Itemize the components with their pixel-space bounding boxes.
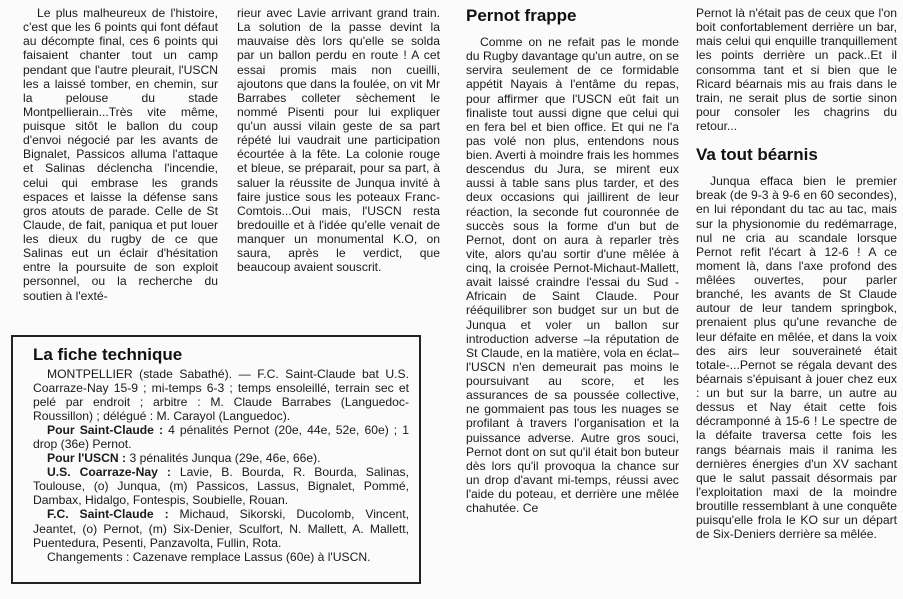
fiche-label: U.S. Coarraze-Nay : [47,465,171,480]
article-paragraph: Le plus malheureux de l'histoire, c'est que les 6 points qui font défaut au décompte final, ces 6 points qui faisaient chanter tout un camp pendant que l'autre pleurait, l'USCN les a laissé tomber, en chemin, sur la pelouse du stade Montpellierain...Très vite même, puisque sitôt le ballon du coup d'envoi négocié par les avants de Bignalet, Passicos alluma l'attaque et Salinas déclencha l'incendie, celui qui embrase les grands espaces et laisse la défense sans gros atouts de parade. Celle de St Claude, de fait, paniqua et put louer les dieux du rugby de ce que Salinas eut un éclair d'hésitation entre la poursuite de son exploit personnel, ou la recherche du soutien à l'exté- [23,6,218,303]
fiche-text: Lavie, B. Bourda, R. Bourda, Salinas, Toulouse, (o) Junqua, (m) Passicos, Lassus, Bignalet, Pommé, Dambax, Hidalgo, Fontespis, Soubielle, Rouan. [33,465,409,508]
fiche-scoring-saint-claude [33,423,409,451]
fiche-changes: Changements : Cazenave remplace Lassus (60e) à l'USCN. [47,549,371,564]
fiche-technique-box [11,335,421,584]
fiche-label: Pour l'USCN : [47,451,127,466]
fiche-text: 3 pénalités Junqua (29e, 46e, 66e). [126,451,321,466]
fiche-label: Pour Saint-Claude : [47,423,164,438]
article-paragraph: Pernot là n'était pas de ceux que l'on boit confortablement derrière un bar, mais celui qui enquille tranquillement les points derrière un pack..Et il consomma tant et si bien que le Ricard béarnais mis au frais dans le train, ne serait plus de sortie sinon pour consoler les chagrins du retour... [696,6,897,133]
fiche-label: F.C. Saint-Claude : [47,507,169,522]
fiche-match-info: MONTPELLIER (stade Sabathé). — F.C. Saint-Claude bat U.S. Coarraze-Nay 15-9 ; mi-temps 6-3 ; temps ensoleillé, terrain sec et pelé par endroit ; arbitre : M. Claude Barrabes (Languedoc-Roussillon) ; délégué : M. Carayol (Languedoc). [33,367,409,424]
article-column-2 [237,6,440,274]
article-paragraph: Junqua effaca bien le premier break (de 9-3 à 9-6 en 60 secondes), en lui répondant du tac au tac, mais sur la physionomie du redémarrage, nul ne cria au scandale lorsque Pernot refit l'écart à 12-6 ! A ce moment là, dans l'axe profond des mêlées ouvertes, pour parler branché, les avants de St Claude autour de leur tandem springbok, prenaient plus qu'une revanche de leur défaite en mêlée, et dans la voix des airs leur souveraineté était totale-...Pernot se régala devant des béarnais s'épuisant à jouer chez eux : un but sur la barre, un autre au dessus et Nay était cette fois décramponné à 15-6 ! Le spectre de la défaite traversa cette fois les rangs béarnais mais il ranima les dernières énergies d'un XV sachant que le salut passait désormais par l'exploitation maxi de la moindre broutille ressemblant à une conquête puisqu'elle frola le KO sur un départ de Six-Deniers derrière sa mêlée. [696,174,897,542]
article-paragraph: rieur avec Lavie arrivant grand train. La solution de la passe devint la mauvaise dès lors qu'elle se solda par un ballon perdu en route ! A cet essai promis mais non cueilli, ajoutons que dans la foulée, on vit Mr Barrabes colleter sèchement le nommé Pisenti pour lui expliquer qu'un aussi vilain geste de sa part répété lui vaudrait une participation écourtée à la fête. La colonie rouge et bleue, se préparait, pour sa part, à saluer la réussite de Junqua invité à faire justice sous les poteaux Franc- Comtois...Oui mais, l'USCN resta bredouille et à l'idée qu'elle venait de manquer un monumental K.O, on saura, après le verdict, que beaucoup avaient souscrit. [237,6,440,275]
article-column-3 [466,6,679,515]
fiche-scoring-uscn [33,451,409,465]
section-heading-va-tout-bearnis: Va tout béarnis [696,145,818,165]
section-heading-pernot-frappe: Pernot frappe [466,6,577,25]
article-paragraph: Comme on ne refait pas le monde du Rugby davantage qu'un autre, on se servira seulement de ce formidable appétit Nayais à l'entâme du repas, pour affirmer que l'USCN eût fait un finaliste tout aussi digne que celui qui en fera bel et bien office. Et qui ne l'a pas volé non plus, entendons nous bien. Averti à moindre frais les hommes descendus du Jura, se mirent eux aussi à table sans plus tarder, et des deux occasions qui jaillirent de leur réaction, la seconde fut couronnée de succès sous la forme d'un but de Pernot, dont on aura à reparler très vite, alors qu'au sortir d'une mêlée à cinq, la croisée Pernot-Michaut-Mallett, avait laissé craindre l'essai du Sud -Africain de Saint Claude. Pour rééquilibrer son budget sur un but de Junqua et voler un ballon sur introduction adverse –la réputation de St Claude, en la matière, vola en éclat– l'USCN n'en demeurait pas moins le poursuivant au score, et les assurances de sa poussée collective, ne gommaient pas tous les nuages se profilant à travers l'organisation et la puissance adverse. Autre gros souci, Pernot dont on sut qu'il était bon buteur dès lors qu'il provoqua la chance sur un drop d'avant mi-temps, réussi avec l'aide du poteau, et derrière une mêlée chahutée. Ce [466,35,679,516]
fiche-text: Michaud, Sikorski, Ducolomb, Vincent, Jeantet, (o) Pernot, (m) Six-Denier, Sculfort, N. Mallett, A. Mallett, Puentedura, Pesenti, Panzavolta, Fullin, Rota. [33,507,410,550]
article-column-4 [696,6,897,541]
fiche-title: La fiche technique [33,345,183,364]
fiche-lineup-saint-claude [33,507,409,549]
fiche-text: 4 pénalités Pernot (20e, 44e, 52e, 60e) ; 1 drop (36e) Pernot. [33,423,409,452]
fiche-lineup-nay [33,465,409,507]
article-column-1 [23,6,218,303]
